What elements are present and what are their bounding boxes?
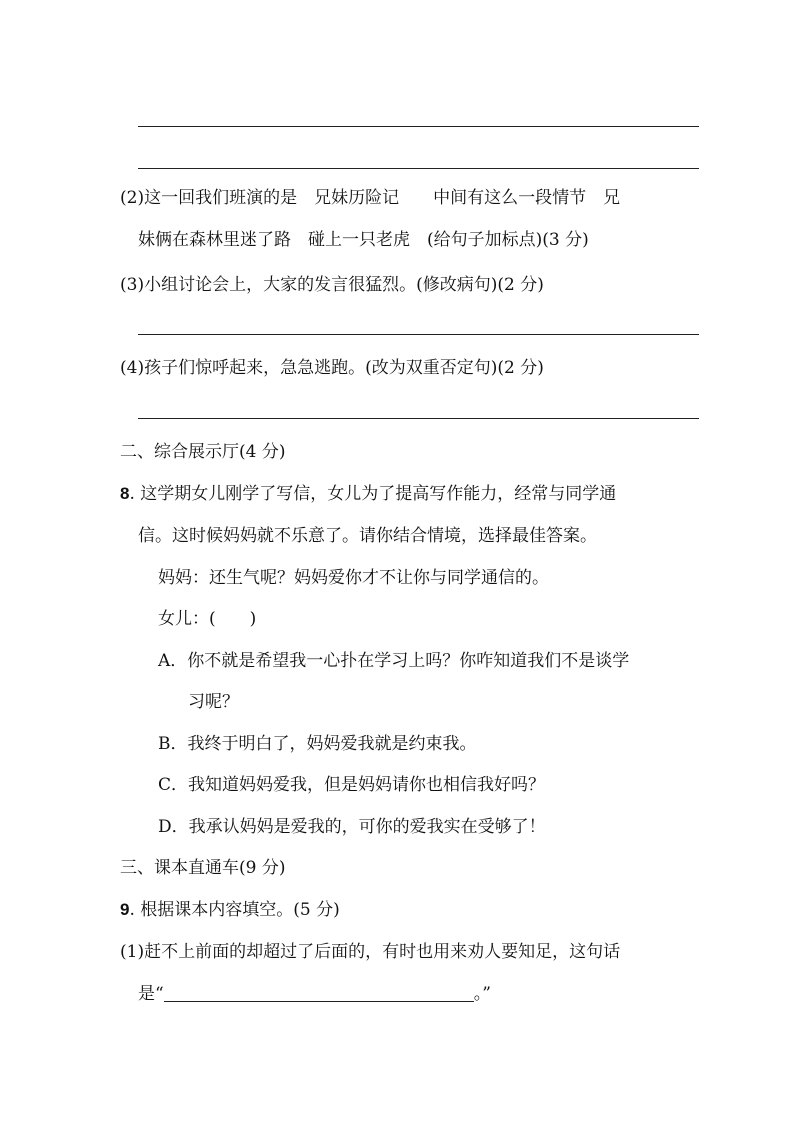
q9-title: . 根据课本内容填空。(5 分) — [129, 900, 340, 920]
q4-text: (4)孩子们惊呼起来，急急逃跑。(改为双重否定句)(2 分) — [120, 358, 544, 378]
q8-number: 8 — [120, 484, 130, 503]
answer-line-2 — [138, 168, 699, 169]
q8-line-2: 信。这时候妈妈就不乐意了。请你结合情境，选择最佳答案。 — [138, 526, 597, 546]
q9-sub1-suffix: 。” — [473, 984, 491, 1004]
answer-line-1 — [138, 126, 699, 127]
q2-line-1: (2)这一回我们班演的是 兄妹历险记 中间有这么一段情节 兄 — [120, 188, 621, 208]
q9-sub1-prefix: 是“ — [138, 984, 164, 1004]
section-2-heading: 二、综合展示厅(4 分) — [120, 442, 286, 462]
section-3-heading: 三、课本直通车(9 分) — [120, 858, 286, 878]
q3-answer-line — [138, 334, 699, 335]
q8-option-c: C．我知道妈妈爱我，但是妈妈请你也相信我好吗？ — [158, 775, 546, 795]
q9-sub1-line-1: (1)赶不上前面的却超过了后面的，有时也用来劝人要知足，这句话 — [120, 942, 621, 962]
q9-sub1-line-2 — [138, 982, 491, 1006]
q4-answer-line — [138, 418, 699, 419]
q8-text: . 这学期女儿刚学了写信，女儿为了提高写作能力，经常与同学通 — [129, 484, 617, 504]
q8-mom: 妈妈：还生气呢？妈妈爱你才不让你与同学通信的。 — [158, 568, 549, 588]
q9-title-line — [120, 898, 340, 922]
q8-option-b: B．我终于明白了，妈妈爱我就是约束我。 — [158, 734, 477, 754]
q8-line-1 — [120, 482, 616, 506]
q3-text: (3)小组讨论会上，大家的发言很猛烈。(修改病句)(2 分) — [120, 275, 544, 295]
q8-option-a-line-1: A．你不就是希望我一心扑在学习上吗？你咋知道我们不是谈学 — [158, 651, 630, 671]
q2-line-2: 妹俩在森林里迷了路 碰上一只老虎 (给句子加标点)(3 分) — [138, 230, 589, 250]
q8-daughter: 女儿：( ) — [158, 609, 257, 629]
q8-option-a-line-2: 习呢？ — [188, 692, 239, 712]
q9-number: 9 — [120, 900, 130, 919]
q8-option-d: D．我承认妈妈是爱我的，可你的爱我实在受够了！ — [158, 817, 546, 837]
q9-sub1-blank[interactable] — [164, 983, 474, 1002]
